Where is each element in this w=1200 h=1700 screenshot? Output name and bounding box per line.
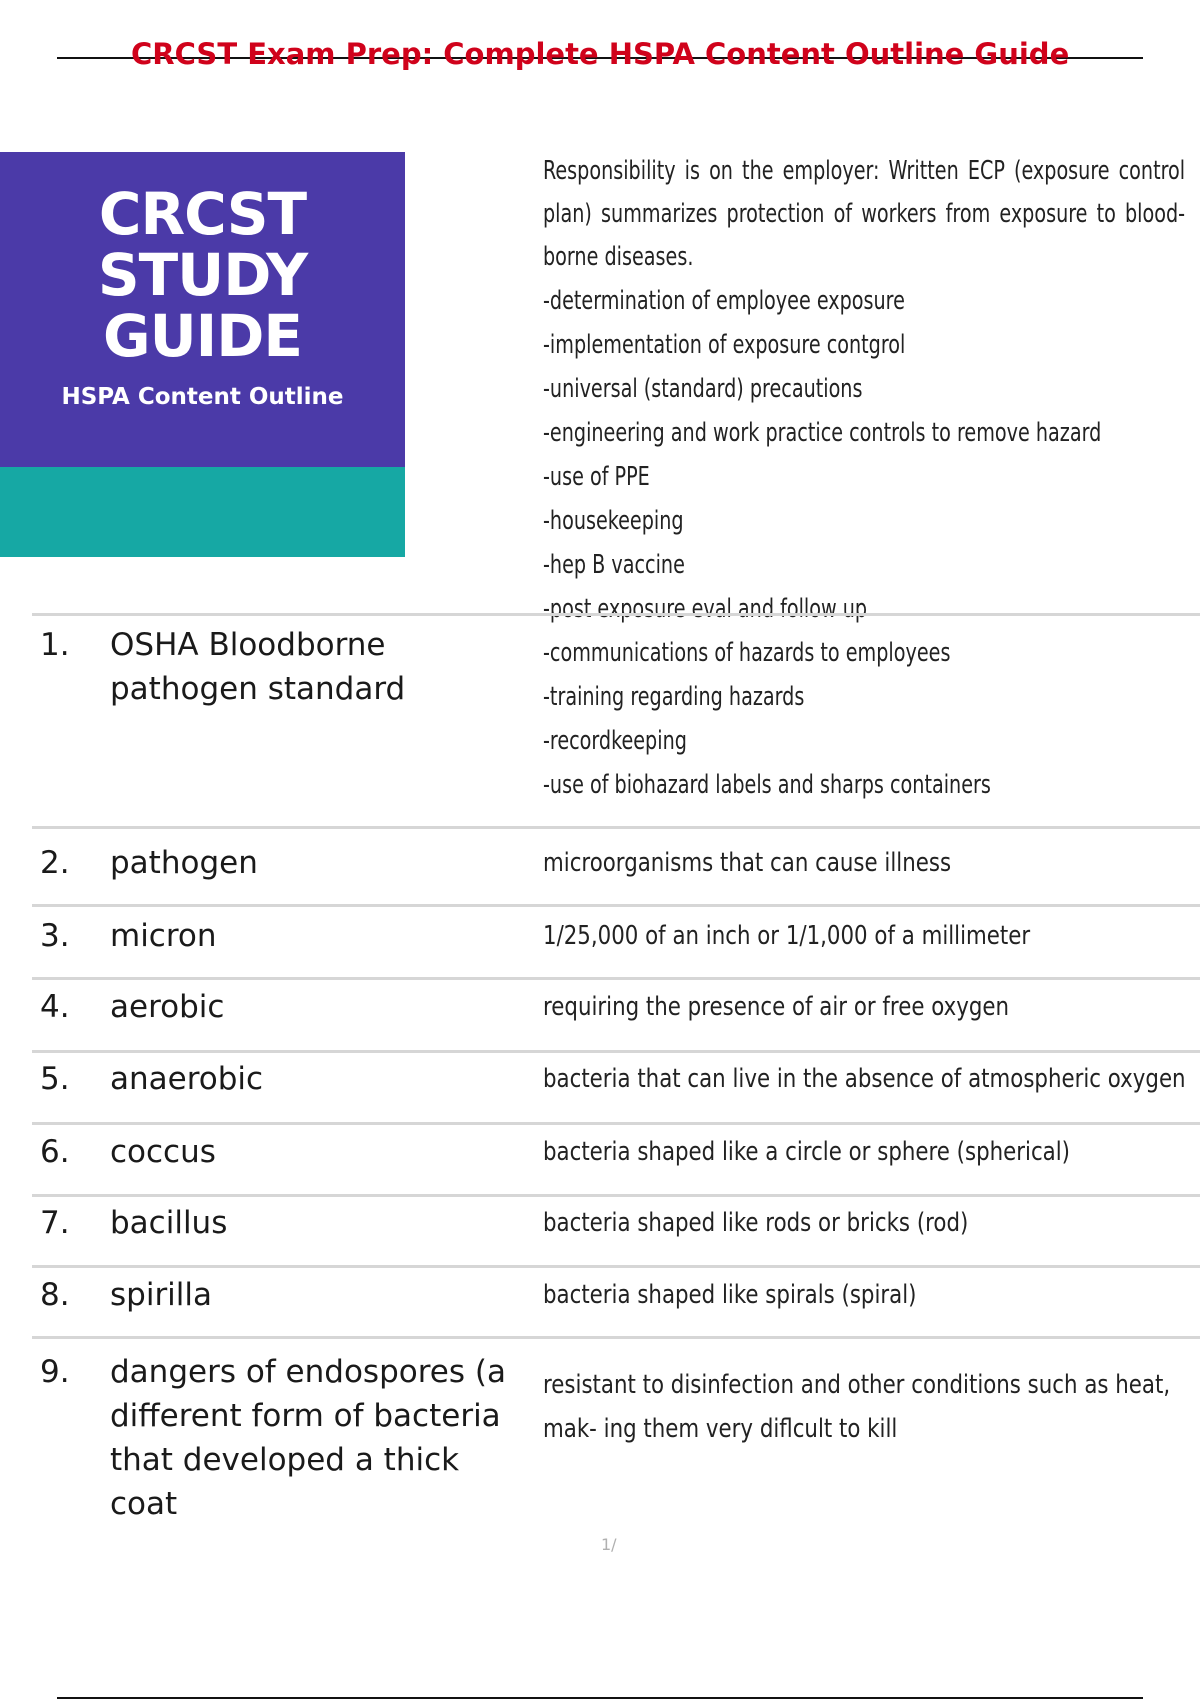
term-label: coccus [110,1134,216,1170]
row-divider [32,826,1200,829]
row-divider [32,1050,1200,1053]
row-divider [32,1194,1200,1197]
term-label: spirilla [110,1277,213,1313]
term-definition: bacteria that can live in the absence of atmospheric oxygen [543,1064,1186,1094]
term-label: dangers of endospores (a different form of bacteria that developed a thick coat [110,1354,506,1522]
osha-standard-definition [543,150,1185,807]
document-title: CRCST Exam Prep: Complete HSPA Content Outline Guide [131,37,1070,71]
cover-heading-line: STUDY [97,241,308,309]
term-definition: bacteria shaped like a circle or sphere (spherical) [543,1137,1070,1167]
term-definition: requiring the presence of air or free oxygen [543,992,1010,1022]
row-divider [32,1122,1200,1125]
term-label: micron [110,918,217,954]
definition-bullet: -training regarding hazards [543,682,805,712]
definition-bullet: -use of biohazard labels and sharps containers [543,770,991,800]
term-number: 1. [40,627,70,663]
cover-heading [0,180,405,370]
row-divider [32,904,1200,907]
definition-bullet: -universal (standard) precautions [543,374,863,404]
term-label: anaerobic [110,1061,264,1097]
term-number: 2. [40,845,70,881]
cover-heading-line: CRCST [98,180,307,248]
page-marker: 1/ [601,1535,617,1554]
term-number: 9. [40,1354,70,1390]
cover-subtitle: HSPA Content Outline [61,384,344,410]
definition-paragraph: Responsibility is on the employer: Written ECP (exposure control plan) summarizes protection of workers from exposure to blood- borne diseases. [543,156,1186,272]
term-number: 8. [40,1277,70,1313]
row-divider [32,1265,1200,1268]
term-number: 3. [40,918,70,954]
term-label: OSHA Bloodborne pathogen standard [110,627,406,707]
definition-bullet: -use of PPE [543,462,650,492]
definition-bullet: -recordkeeping [543,726,687,756]
term-definition: 1/25,000 of an inch or 1/1,000 of a millimeter [543,921,1031,951]
term-definition: microorganisms that can cause illness [543,848,952,878]
term-label: aerobic [110,989,225,1025]
term-number: 6. [40,1134,70,1170]
footer-rule [57,1697,1143,1699]
row-divider [32,977,1200,980]
term-number: 5. [40,1061,70,1097]
row-divider [32,613,1200,616]
term-number: 4. [40,989,70,1025]
term-definition: bacteria shaped like rods or bricks (rod) [543,1208,969,1238]
row-divider [32,1336,1200,1339]
definition-bullet: -post exposure eval and follow up [543,594,868,624]
definition-bullet: -hep B vaccine [543,550,685,580]
cover-heading-line: GUIDE [102,302,303,370]
term-label: pathogen [110,845,258,881]
definition-bullet: -determination of employee exposure [543,286,905,316]
term-definition: resistant to disinfection and other conditions such as heat, mak- ing them very diflcult to kill [543,1370,1171,1444]
cover-accent-band [0,467,405,557]
term-label: bacillus [110,1205,228,1241]
definition-bullet: -communications of hazards to employees [543,638,951,668]
definition-bullet: -implementation of exposure contgrol [543,330,906,360]
definition-bullet: -engineering and work practice controls to remove hazard [543,418,1102,448]
term-definition: bacteria shaped like spirals (spiral) [543,1280,917,1310]
study-guide-cover [0,152,405,557]
term-number: 7. [40,1205,70,1241]
definition-bullet: -housekeeping [543,506,684,536]
